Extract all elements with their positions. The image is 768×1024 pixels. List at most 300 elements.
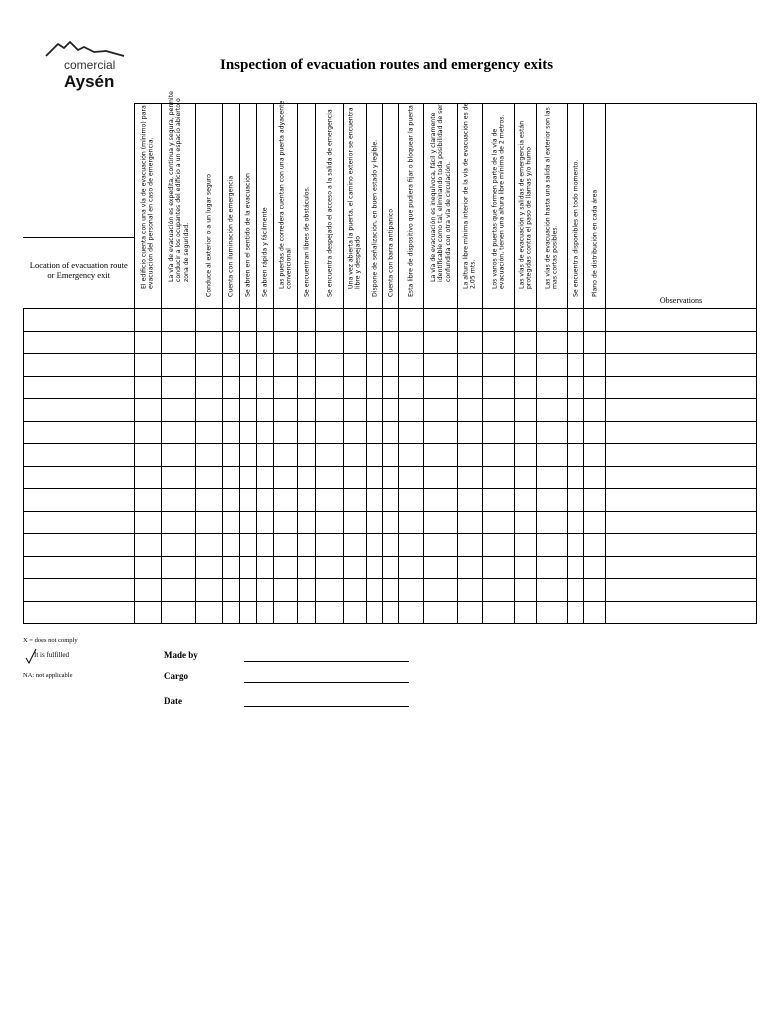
criterion-cell[interactable] <box>424 444 458 467</box>
criterion-cell[interactable] <box>537 489 568 512</box>
criterion-cell[interactable] <box>274 421 298 444</box>
criterion-cell[interactable] <box>568 601 584 624</box>
criterion-cell[interactable] <box>515 444 537 467</box>
criterion-cell[interactable] <box>274 534 298 557</box>
criterion-cell[interactable] <box>344 354 367 377</box>
criterion-cell[interactable] <box>274 331 298 354</box>
criterion-cell[interactable] <box>135 444 162 467</box>
criterion-cell[interactable] <box>223 534 240 557</box>
criterion-cell[interactable] <box>399 421 424 444</box>
criterion-cell[interactable] <box>162 511 196 534</box>
criterion-cell[interactable] <box>298 309 316 332</box>
criterion-cell[interactable] <box>367 466 383 489</box>
criterion-cell[interactable] <box>424 556 458 579</box>
criterion-cell[interactable] <box>162 309 196 332</box>
criterion-cell[interactable] <box>424 331 458 354</box>
criterion-cell[interactable] <box>196 309 223 332</box>
location-cell[interactable] <box>24 309 135 332</box>
criterion-cell[interactable] <box>240 399 257 422</box>
criterion-cell[interactable] <box>135 579 162 602</box>
criterion-cell[interactable] <box>274 579 298 602</box>
criterion-cell[interactable] <box>458 601 483 624</box>
criterion-cell[interactable] <box>383 534 399 557</box>
criterion-cell[interactable] <box>298 376 316 399</box>
criterion-cell[interactable] <box>223 421 240 444</box>
criterion-cell[interactable] <box>584 511 606 534</box>
criterion-cell[interactable] <box>257 466 274 489</box>
criterion-cell[interactable] <box>162 534 196 557</box>
criterion-cell[interactable] <box>483 556 515 579</box>
criterion-cell[interactable] <box>399 534 424 557</box>
criterion-cell[interactable] <box>257 444 274 467</box>
criterion-cell[interactable] <box>344 331 367 354</box>
criterion-cell[interactable] <box>537 354 568 377</box>
criterion-cell[interactable] <box>458 489 483 512</box>
criterion-cell[interactable] <box>568 421 584 444</box>
criterion-cell[interactable] <box>458 354 483 377</box>
criterion-cell[interactable] <box>162 601 196 624</box>
criterion-cell[interactable] <box>367 511 383 534</box>
location-cell[interactable] <box>24 579 135 602</box>
criterion-cell[interactable] <box>298 444 316 467</box>
criterion-cell[interactable] <box>537 331 568 354</box>
criterion-cell[interactable] <box>274 354 298 377</box>
criterion-cell[interactable] <box>537 309 568 332</box>
criterion-cell[interactable] <box>584 444 606 467</box>
criterion-cell[interactable] <box>162 579 196 602</box>
criterion-cell[interactable] <box>584 466 606 489</box>
location-cell[interactable] <box>24 376 135 399</box>
criterion-cell[interactable] <box>458 534 483 557</box>
criterion-cell[interactable] <box>584 601 606 624</box>
criterion-cell[interactable] <box>316 376 344 399</box>
criterion-cell[interactable] <box>135 511 162 534</box>
criterion-cell[interactable] <box>298 511 316 534</box>
criterion-cell[interactable] <box>274 309 298 332</box>
criterion-cell[interactable] <box>367 309 383 332</box>
criterion-cell[interactable] <box>383 309 399 332</box>
criterion-cell[interactable] <box>367 421 383 444</box>
criterion-cell[interactable] <box>316 444 344 467</box>
criterion-cell[interactable] <box>515 556 537 579</box>
location-cell[interactable] <box>24 466 135 489</box>
criterion-cell[interactable] <box>568 511 584 534</box>
made-by-line[interactable] <box>244 661 409 662</box>
criterion-cell[interactable] <box>367 331 383 354</box>
criterion-cell[interactable] <box>196 354 223 377</box>
criterion-cell[interactable] <box>515 579 537 602</box>
criterion-cell[interactable] <box>274 376 298 399</box>
criterion-cell[interactable] <box>135 309 162 332</box>
criterion-cell[interactable] <box>399 556 424 579</box>
criterion-cell[interactable] <box>515 466 537 489</box>
criterion-cell[interactable] <box>240 421 257 444</box>
criterion-cell[interactable] <box>344 466 367 489</box>
criterion-cell[interactable] <box>399 579 424 602</box>
criterion-cell[interactable] <box>424 489 458 512</box>
criterion-cell[interactable] <box>316 421 344 444</box>
observations-cell[interactable] <box>606 534 757 557</box>
criterion-cell[interactable] <box>298 601 316 624</box>
criterion-cell[interactable] <box>316 309 344 332</box>
date-line[interactable] <box>244 706 409 707</box>
criterion-cell[interactable] <box>537 601 568 624</box>
criterion-cell[interactable] <box>399 309 424 332</box>
criterion-cell[interactable] <box>223 399 240 422</box>
criterion-cell[interactable] <box>240 601 257 624</box>
criterion-cell[interactable] <box>223 579 240 602</box>
criterion-cell[interactable] <box>399 354 424 377</box>
criterion-cell[interactable] <box>257 579 274 602</box>
location-cell[interactable] <box>24 511 135 534</box>
criterion-cell[interactable] <box>399 444 424 467</box>
criterion-cell[interactable] <box>135 489 162 512</box>
criterion-cell[interactable] <box>298 421 316 444</box>
criterion-cell[interactable] <box>344 444 367 467</box>
criterion-cell[interactable] <box>344 421 367 444</box>
location-cell[interactable] <box>24 331 135 354</box>
criterion-cell[interactable] <box>298 331 316 354</box>
criterion-cell[interactable] <box>162 399 196 422</box>
criterion-cell[interactable] <box>483 579 515 602</box>
criterion-cell[interactable] <box>274 489 298 512</box>
criterion-cell[interactable] <box>584 376 606 399</box>
criterion-cell[interactable] <box>367 399 383 422</box>
criterion-cell[interactable] <box>383 399 399 422</box>
criterion-cell[interactable] <box>568 444 584 467</box>
criterion-cell[interactable] <box>568 534 584 557</box>
criterion-cell[interactable] <box>367 579 383 602</box>
criterion-cell[interactable] <box>344 309 367 332</box>
criterion-cell[interactable] <box>424 354 458 377</box>
criterion-cell[interactable] <box>257 489 274 512</box>
criterion-cell[interactable] <box>458 399 483 422</box>
criterion-cell[interactable] <box>223 556 240 579</box>
criterion-cell[interactable] <box>568 376 584 399</box>
criterion-cell[interactable] <box>568 579 584 602</box>
location-cell[interactable] <box>24 421 135 444</box>
criterion-cell[interactable] <box>344 489 367 512</box>
criterion-cell[interactable] <box>515 421 537 444</box>
criterion-cell[interactable] <box>399 601 424 624</box>
observations-cell[interactable] <box>606 309 757 332</box>
criterion-cell[interactable] <box>367 376 383 399</box>
criterion-cell[interactable] <box>537 534 568 557</box>
criterion-cell[interactable] <box>223 309 240 332</box>
criterion-cell[interactable] <box>162 444 196 467</box>
criterion-cell[interactable] <box>483 399 515 422</box>
criterion-cell[interactable] <box>424 511 458 534</box>
criterion-cell[interactable] <box>424 534 458 557</box>
criterion-cell[interactable] <box>424 399 458 422</box>
criterion-cell[interactable] <box>424 579 458 602</box>
criterion-cell[interactable] <box>537 376 568 399</box>
criterion-cell[interactable] <box>162 489 196 512</box>
criterion-cell[interactable] <box>584 421 606 444</box>
criterion-cell[interactable] <box>257 331 274 354</box>
criterion-cell[interactable] <box>483 511 515 534</box>
criterion-cell[interactable] <box>383 579 399 602</box>
criterion-cell[interactable] <box>458 309 483 332</box>
criterion-cell[interactable] <box>537 466 568 489</box>
location-cell[interactable] <box>24 601 135 624</box>
criterion-cell[interactable] <box>483 331 515 354</box>
criterion-cell[interactable] <box>162 331 196 354</box>
criterion-cell[interactable] <box>274 444 298 467</box>
criterion-cell[interactable] <box>240 354 257 377</box>
criterion-cell[interactable] <box>424 421 458 444</box>
criterion-cell[interactable] <box>257 399 274 422</box>
criterion-cell[interactable] <box>483 444 515 467</box>
observations-cell[interactable] <box>606 444 757 467</box>
criterion-cell[interactable] <box>316 399 344 422</box>
criterion-cell[interactable] <box>316 579 344 602</box>
criterion-cell[interactable] <box>162 421 196 444</box>
criterion-cell[interactable] <box>135 534 162 557</box>
criterion-cell[interactable] <box>135 601 162 624</box>
criterion-cell[interactable] <box>135 331 162 354</box>
criterion-cell[interactable] <box>298 534 316 557</box>
criterion-cell[interactable] <box>344 399 367 422</box>
criterion-cell[interactable] <box>458 511 483 534</box>
criterion-cell[interactable] <box>240 534 257 557</box>
criterion-cell[interactable] <box>196 534 223 557</box>
criterion-cell[interactable] <box>399 376 424 399</box>
criterion-cell[interactable] <box>383 466 399 489</box>
criterion-cell[interactable] <box>196 376 223 399</box>
criterion-cell[interactable] <box>537 556 568 579</box>
criterion-cell[interactable] <box>568 331 584 354</box>
criterion-cell[interactable] <box>135 421 162 444</box>
observations-cell[interactable] <box>606 601 757 624</box>
criterion-cell[interactable] <box>316 489 344 512</box>
criterion-cell[interactable] <box>458 556 483 579</box>
observations-cell[interactable] <box>606 511 757 534</box>
cargo-line[interactable] <box>244 682 409 683</box>
criterion-cell[interactable] <box>568 354 584 377</box>
criterion-cell[interactable] <box>483 421 515 444</box>
location-cell[interactable] <box>24 534 135 557</box>
criterion-cell[interactable] <box>257 556 274 579</box>
criterion-cell[interactable] <box>584 489 606 512</box>
criterion-cell[interactable] <box>196 399 223 422</box>
location-cell[interactable] <box>24 399 135 422</box>
criterion-cell[interactable] <box>274 511 298 534</box>
criterion-cell[interactable] <box>223 331 240 354</box>
criterion-cell[interactable] <box>223 489 240 512</box>
criterion-cell[interactable] <box>515 511 537 534</box>
criterion-cell[interactable] <box>399 511 424 534</box>
criterion-cell[interactable] <box>135 466 162 489</box>
criterion-cell[interactable] <box>274 556 298 579</box>
criterion-cell[interactable] <box>483 309 515 332</box>
criterion-cell[interactable] <box>584 399 606 422</box>
criterion-cell[interactable] <box>223 511 240 534</box>
criterion-cell[interactable] <box>424 309 458 332</box>
criterion-cell[interactable] <box>298 466 316 489</box>
criterion-cell[interactable] <box>223 601 240 624</box>
criterion-cell[interactable] <box>424 601 458 624</box>
criterion-cell[interactable] <box>568 556 584 579</box>
criterion-cell[interactable] <box>316 601 344 624</box>
criterion-cell[interactable] <box>458 579 483 602</box>
criterion-cell[interactable] <box>298 399 316 422</box>
criterion-cell[interactable] <box>383 601 399 624</box>
criterion-cell[interactable] <box>298 556 316 579</box>
observations-cell[interactable] <box>606 579 757 602</box>
criterion-cell[interactable] <box>383 489 399 512</box>
criterion-cell[interactable] <box>196 466 223 489</box>
criterion-cell[interactable] <box>344 376 367 399</box>
criterion-cell[interactable] <box>344 534 367 557</box>
criterion-cell[interactable] <box>196 511 223 534</box>
criterion-cell[interactable] <box>240 466 257 489</box>
criterion-cell[interactable] <box>483 489 515 512</box>
criterion-cell[interactable] <box>537 444 568 467</box>
criterion-cell[interactable] <box>424 376 458 399</box>
criterion-cell[interactable] <box>223 466 240 489</box>
location-cell[interactable] <box>24 444 135 467</box>
criterion-cell[interactable] <box>584 534 606 557</box>
criterion-cell[interactable] <box>399 466 424 489</box>
criterion-cell[interactable] <box>257 354 274 377</box>
criterion-cell[interactable] <box>483 354 515 377</box>
criterion-cell[interactable] <box>257 534 274 557</box>
observations-cell[interactable] <box>606 331 757 354</box>
criterion-cell[interactable] <box>367 601 383 624</box>
criterion-cell[interactable] <box>458 421 483 444</box>
criterion-cell[interactable] <box>135 354 162 377</box>
criterion-cell[interactable] <box>316 331 344 354</box>
criterion-cell[interactable] <box>298 354 316 377</box>
criterion-cell[interactable] <box>383 421 399 444</box>
location-cell[interactable] <box>24 556 135 579</box>
criterion-cell[interactable] <box>568 399 584 422</box>
observations-cell[interactable] <box>606 489 757 512</box>
criterion-cell[interactable] <box>568 489 584 512</box>
criterion-cell[interactable] <box>584 579 606 602</box>
criterion-cell[interactable] <box>399 399 424 422</box>
criterion-cell[interactable] <box>537 399 568 422</box>
criterion-cell[interactable] <box>223 354 240 377</box>
criterion-cell[interactable] <box>515 331 537 354</box>
criterion-cell[interactable] <box>196 556 223 579</box>
criterion-cell[interactable] <box>344 511 367 534</box>
criterion-cell[interactable] <box>240 579 257 602</box>
criterion-cell[interactable] <box>196 444 223 467</box>
criterion-cell[interactable] <box>135 556 162 579</box>
criterion-cell[interactable] <box>584 331 606 354</box>
criterion-cell[interactable] <box>257 309 274 332</box>
criterion-cell[interactable] <box>240 489 257 512</box>
criterion-cell[interactable] <box>196 579 223 602</box>
criterion-cell[interactable] <box>240 331 257 354</box>
criterion-cell[interactable] <box>196 421 223 444</box>
criterion-cell[interactable] <box>483 601 515 624</box>
criterion-cell[interactable] <box>424 466 458 489</box>
criterion-cell[interactable] <box>458 331 483 354</box>
criterion-cell[interactable] <box>240 444 257 467</box>
criterion-cell[interactable] <box>584 309 606 332</box>
criterion-cell[interactable] <box>458 466 483 489</box>
criterion-cell[interactable] <box>584 354 606 377</box>
criterion-cell[interactable] <box>515 489 537 512</box>
criterion-cell[interactable] <box>367 444 383 467</box>
criterion-cell[interactable] <box>240 511 257 534</box>
criterion-cell[interactable] <box>367 556 383 579</box>
criterion-cell[interactable] <box>344 579 367 602</box>
criterion-cell[interactable] <box>483 376 515 399</box>
observations-cell[interactable] <box>606 376 757 399</box>
criterion-cell[interactable] <box>162 466 196 489</box>
criterion-cell[interactable] <box>383 331 399 354</box>
criterion-cell[interactable] <box>274 399 298 422</box>
criterion-cell[interactable] <box>162 376 196 399</box>
criterion-cell[interactable] <box>568 309 584 332</box>
criterion-cell[interactable] <box>344 556 367 579</box>
criterion-cell[interactable] <box>316 556 344 579</box>
observations-cell[interactable] <box>606 466 757 489</box>
criterion-cell[interactable] <box>515 601 537 624</box>
criterion-cell[interactable] <box>537 511 568 534</box>
criterion-cell[interactable] <box>162 556 196 579</box>
criterion-cell[interactable] <box>383 556 399 579</box>
criterion-cell[interactable] <box>515 399 537 422</box>
criterion-cell[interactable] <box>196 489 223 512</box>
criterion-cell[interactable] <box>257 421 274 444</box>
criterion-cell[interactable] <box>316 354 344 377</box>
observations-cell[interactable] <box>606 421 757 444</box>
criterion-cell[interactable] <box>515 309 537 332</box>
criterion-cell[interactable] <box>568 466 584 489</box>
criterion-cell[interactable] <box>135 376 162 399</box>
criterion-cell[interactable] <box>316 511 344 534</box>
criterion-cell[interactable] <box>274 466 298 489</box>
criterion-cell[interactable] <box>383 511 399 534</box>
criterion-cell[interactable] <box>257 601 274 624</box>
criterion-cell[interactable] <box>537 421 568 444</box>
observations-cell[interactable] <box>606 354 757 377</box>
criterion-cell[interactable] <box>399 331 424 354</box>
criterion-cell[interactable] <box>223 444 240 467</box>
criterion-cell[interactable] <box>240 309 257 332</box>
criterion-cell[interactable] <box>162 354 196 377</box>
location-cell[interactable] <box>24 489 135 512</box>
criterion-cell[interactable] <box>458 444 483 467</box>
criterion-cell[interactable] <box>367 534 383 557</box>
criterion-cell[interactable] <box>515 534 537 557</box>
criterion-cell[interactable] <box>537 579 568 602</box>
criterion-cell[interactable] <box>257 511 274 534</box>
criterion-cell[interactable] <box>196 331 223 354</box>
criterion-cell[interactable] <box>367 489 383 512</box>
criterion-cell[interactable] <box>240 376 257 399</box>
criterion-cell[interactable] <box>483 534 515 557</box>
criterion-cell[interactable] <box>483 466 515 489</box>
criterion-cell[interactable] <box>223 376 240 399</box>
criterion-cell[interactable] <box>344 601 367 624</box>
criterion-cell[interactable] <box>584 556 606 579</box>
criterion-cell[interactable] <box>298 579 316 602</box>
criterion-cell[interactable] <box>196 601 223 624</box>
criterion-cell[interactable] <box>399 489 424 512</box>
criterion-cell[interactable] <box>240 556 257 579</box>
criterion-cell[interactable] <box>274 601 298 624</box>
criterion-cell[interactable] <box>383 444 399 467</box>
criterion-cell[interactable] <box>298 489 316 512</box>
location-cell[interactable] <box>24 354 135 377</box>
criterion-cell[interactable] <box>383 376 399 399</box>
